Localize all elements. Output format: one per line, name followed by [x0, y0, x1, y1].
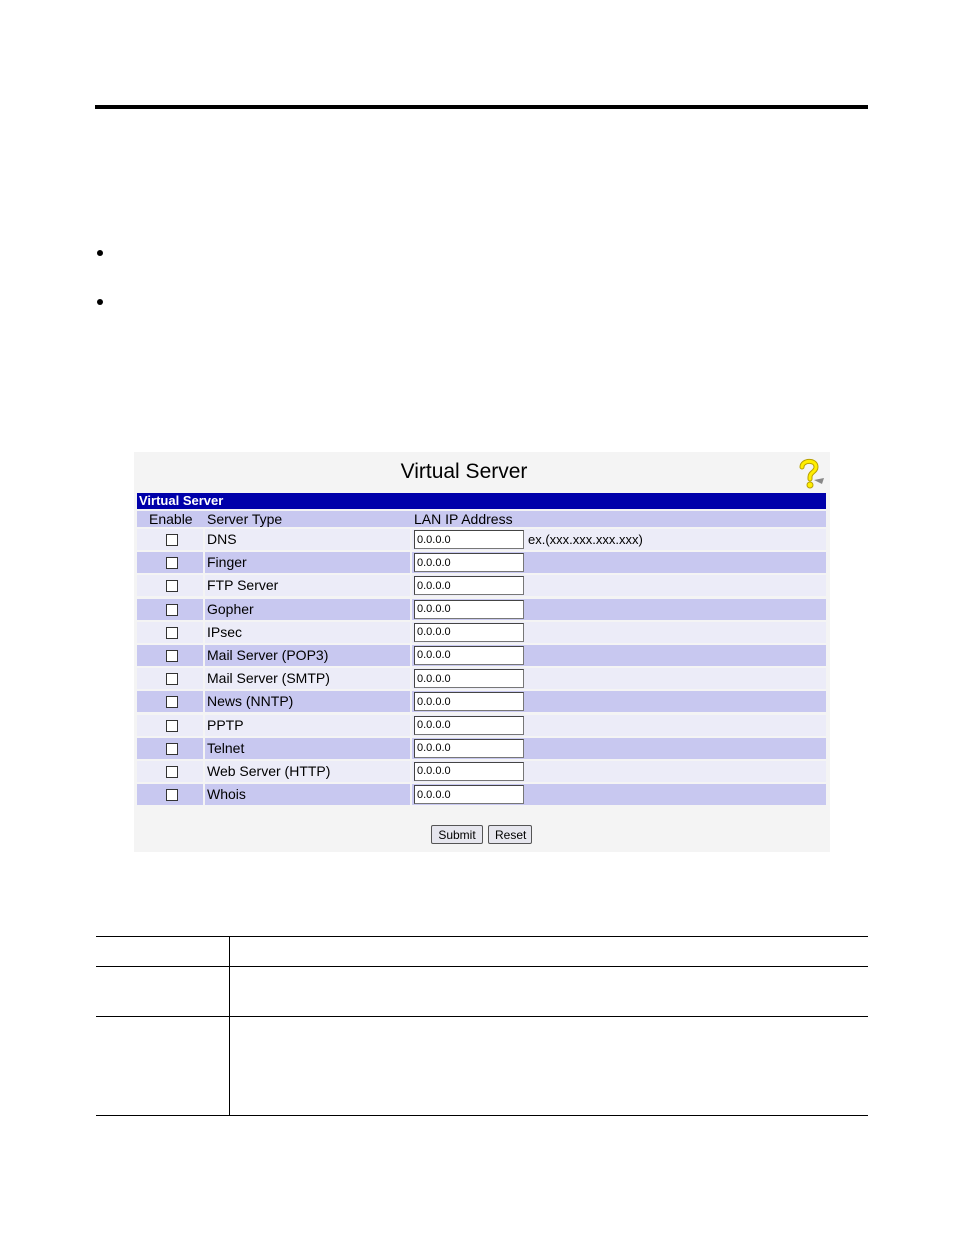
- server-type-label: Gopher: [207, 600, 254, 617]
- lan-ip-input[interactable]: [414, 646, 524, 665]
- lan-ip-input[interactable]: [414, 716, 524, 735]
- table-row: [137, 598, 826, 621]
- table-row: [137, 528, 826, 551]
- doc-table-row-divider: [96, 966, 868, 967]
- lan-ip-input[interactable]: [414, 623, 524, 642]
- lan-ip-input[interactable]: [414, 553, 524, 572]
- lan-ip-input[interactable]: [414, 785, 524, 804]
- lan-ip-input[interactable]: [414, 576, 524, 595]
- server-type-label: Telnet: [207, 739, 245, 756]
- lan-ip-input[interactable]: [414, 739, 524, 758]
- enable-checkbox[interactable]: [166, 696, 178, 708]
- table-row: [137, 714, 826, 737]
- table-row: [137, 783, 826, 806]
- help-question-icon[interactable]: [792, 456, 826, 490]
- bullet-1: [97, 250, 103, 256]
- enable-checkbox[interactable]: [166, 766, 178, 778]
- lan-ip-input[interactable]: [414, 762, 524, 781]
- doc-table-bottom-border: [96, 1115, 868, 1116]
- table-row: [137, 690, 826, 713]
- doc-table-row-divider: [96, 1016, 868, 1017]
- doc-table-column-divider: [229, 936, 230, 1115]
- server-type-label: Finger: [207, 554, 247, 571]
- lan-ip-input[interactable]: [414, 692, 524, 711]
- table-row: [137, 551, 826, 574]
- enable-checkbox[interactable]: [166, 627, 178, 639]
- server-type-label: DNS: [207, 531, 237, 547]
- server-type-label: IPsec: [207, 623, 243, 640]
- enable-checkbox[interactable]: [166, 604, 178, 616]
- enable-checkbox[interactable]: [166, 557, 178, 569]
- server-type-label: News (NNTP): [207, 693, 294, 710]
- table-row: [137, 667, 826, 690]
- ip-format-hint: ex.(xxx.xxx.xxx.xxx): [528, 532, 643, 547]
- server-rows: [137, 528, 826, 806]
- enable-checkbox[interactable]: [166, 534, 178, 546]
- column-header-server-type: Server Type: [207, 511, 283, 527]
- table-row: [137, 760, 826, 783]
- bullet-2: [97, 299, 103, 305]
- table-row: [137, 644, 826, 667]
- lan-ip-input[interactable]: [414, 600, 524, 619]
- column-headers: [137, 511, 826, 527]
- server-type-label: Web Server (HTTP): [207, 762, 331, 779]
- page-title: Virtual Server: [400, 460, 528, 483]
- virtual-server-panel: [134, 452, 830, 852]
- server-type-label: Mail Server (SMTP): [207, 670, 330, 687]
- server-type-label: Mail Server (POP3): [207, 646, 329, 663]
- doc-table-top-border: [96, 936, 868, 937]
- server-type-label: PPTP: [207, 716, 244, 733]
- table-row: [137, 737, 826, 760]
- column-header-lan-ip: LAN IP Address: [414, 511, 513, 527]
- enable-checkbox[interactable]: [166, 789, 178, 801]
- enable-checkbox[interactable]: [166, 743, 178, 755]
- enable-checkbox[interactable]: [166, 580, 178, 592]
- table-row: [137, 574, 826, 597]
- enable-checkbox[interactable]: [166, 650, 178, 662]
- section-header: Virtual Server: [137, 493, 826, 509]
- enable-checkbox[interactable]: [166, 720, 178, 732]
- reset-button[interactable]: Reset: [488, 825, 532, 844]
- top-rule: [95, 105, 868, 109]
- lan-ip-input[interactable]: [414, 669, 524, 688]
- lan-ip-input[interactable]: [414, 530, 524, 549]
- column-header-enable: Enable: [149, 511, 193, 527]
- enable-checkbox[interactable]: [166, 673, 178, 685]
- table-row: [137, 621, 826, 644]
- submit-button[interactable]: Submit: [431, 825, 483, 844]
- server-type-label: Whois: [207, 786, 246, 803]
- server-type-label: FTP Server: [207, 577, 279, 594]
